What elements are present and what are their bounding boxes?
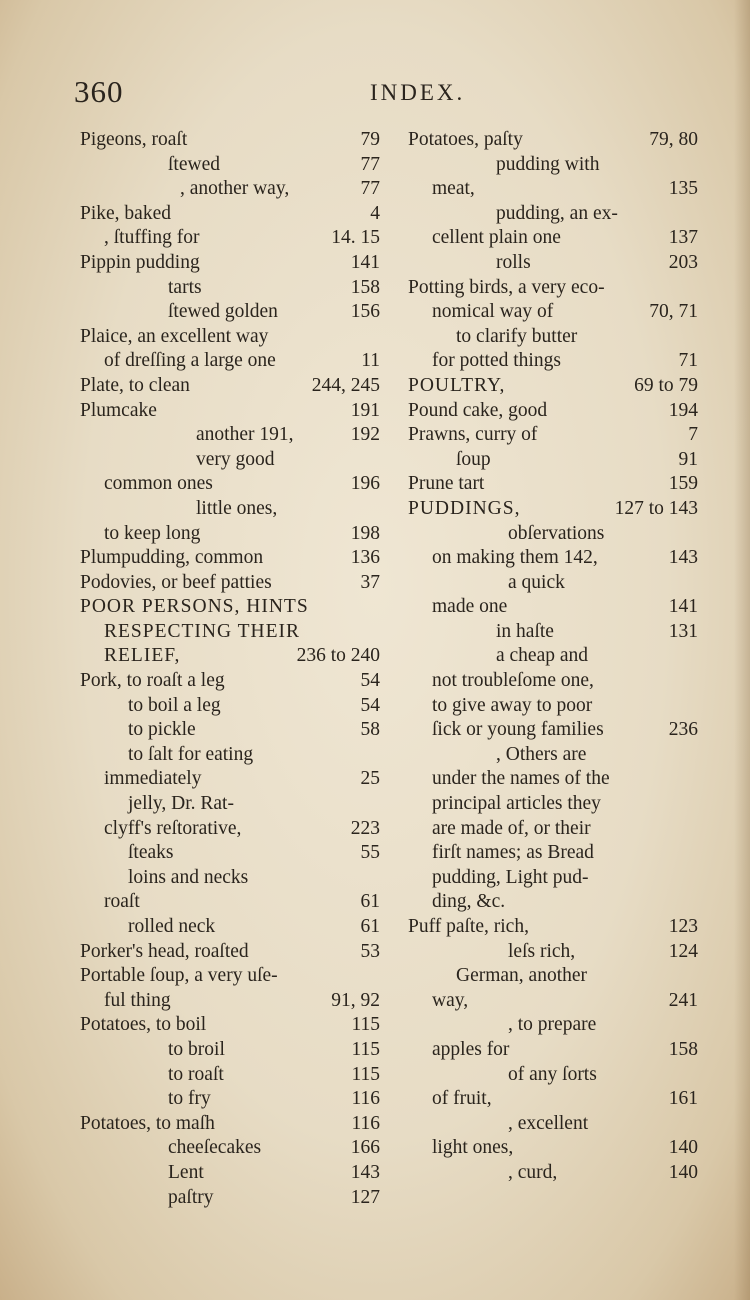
index-entry-page: 198 bbox=[350, 522, 380, 544]
index-entry-page: 136 bbox=[350, 547, 380, 569]
index-entry-page: 58 bbox=[360, 719, 380, 741]
index-entry bbox=[408, 1136, 698, 1161]
index-entry-text: Pigeons, roaſt bbox=[80, 129, 188, 150]
index-entry-text: light ones, bbox=[432, 1137, 514, 1159]
index-entry bbox=[80, 718, 380, 743]
index-entry bbox=[408, 940, 698, 965]
index-column-left bbox=[80, 128, 380, 1210]
index-entry-text: Potting birds, a very eco- bbox=[408, 276, 605, 298]
index-entry bbox=[80, 595, 380, 620]
index-entry bbox=[408, 1063, 698, 1088]
index-entry-page: 71 bbox=[678, 350, 698, 372]
index-entry bbox=[80, 276, 380, 301]
index-entry-page: 158 bbox=[668, 1038, 698, 1060]
index-entry-text: meat, bbox=[432, 178, 475, 200]
index-entry bbox=[80, 325, 380, 350]
index-entry bbox=[80, 448, 380, 473]
index-entry-text: principal articles they bbox=[432, 793, 601, 815]
index-entry-page: 53 bbox=[360, 940, 380, 962]
index-entry-text: Prawns, curry of bbox=[408, 424, 538, 446]
index-entry bbox=[80, 767, 380, 792]
index-entry-page: 77 bbox=[360, 178, 380, 200]
index-entry-text: , curd, bbox=[508, 1161, 558, 1183]
index-entry-text: cellent plain one bbox=[432, 227, 561, 249]
index-entry bbox=[80, 1186, 380, 1211]
index-entry bbox=[408, 964, 698, 989]
index-entry-page: 159 bbox=[668, 473, 698, 495]
index-entry-page: 91 bbox=[678, 448, 698, 470]
index-entry bbox=[408, 153, 698, 178]
index-entry-text: PUDDINGS, bbox=[408, 497, 521, 519]
index-entry-text: Plumpudding, common bbox=[80, 547, 264, 569]
index-entry-page: 14. 15 bbox=[331, 227, 380, 249]
index-entry bbox=[408, 669, 698, 694]
index-entry-page: 236 bbox=[668, 719, 698, 741]
index-entry-text: made one bbox=[432, 596, 508, 618]
index-column-right bbox=[408, 128, 698, 1186]
index-entry bbox=[80, 1038, 380, 1063]
index-entry bbox=[408, 497, 698, 522]
index-entry bbox=[408, 1112, 698, 1137]
index-entry bbox=[408, 595, 698, 620]
index-entry-page: 115 bbox=[351, 1014, 380, 1036]
index-entry-text: immediately bbox=[104, 768, 202, 790]
index-entry-page: 137 bbox=[668, 227, 698, 249]
index-entry bbox=[408, 915, 698, 940]
index-entry-text: rolled neck bbox=[128, 916, 216, 937]
index-entry-page: 166 bbox=[350, 1137, 380, 1159]
index-entry-text: to keep long bbox=[104, 522, 201, 544]
index-entry-text: loins and necks bbox=[128, 866, 249, 888]
index-entry-text: for potted things bbox=[432, 350, 561, 372]
index-entry-page: 194 bbox=[668, 399, 698, 421]
index-entry bbox=[80, 226, 380, 251]
index-entry bbox=[408, 571, 698, 596]
index-entry-text: to boil a leg bbox=[128, 694, 221, 716]
index-entry bbox=[408, 989, 698, 1014]
index-entry bbox=[408, 202, 698, 227]
index-entry-text: of any ſorts bbox=[508, 1063, 597, 1085]
index-entry bbox=[408, 226, 698, 251]
index-entry-text: ful thing bbox=[104, 989, 171, 1011]
index-entry bbox=[80, 472, 380, 497]
index-entry-text: to roaſt bbox=[168, 1063, 224, 1085]
index-entry-text: clyff's reſtorative, bbox=[104, 817, 242, 839]
index-entry bbox=[408, 1087, 698, 1112]
index-entry bbox=[80, 374, 380, 399]
index-entry-text: little ones, bbox=[196, 497, 278, 519]
index-entry-text: Puff paſte, rich, bbox=[408, 916, 529, 937]
index-entry-text: in haſte bbox=[496, 620, 554, 642]
index-entry-text: to clarify butter bbox=[456, 325, 578, 347]
index-entry bbox=[80, 522, 380, 547]
index-entry bbox=[80, 153, 380, 178]
index-entry-page: 4 bbox=[370, 202, 380, 224]
index-entry-text: roaſt bbox=[104, 891, 140, 913]
index-entry bbox=[80, 841, 380, 866]
index-entry-page: 223 bbox=[350, 817, 380, 839]
index-entry-text: cheeſecakes bbox=[168, 1137, 262, 1159]
index-entry bbox=[408, 325, 698, 350]
index-entry bbox=[80, 866, 380, 891]
index-entry bbox=[80, 1161, 380, 1186]
index-entry-page: 123 bbox=[668, 916, 698, 937]
index-entry-page: 69 to 79 bbox=[634, 374, 698, 396]
index-entry-text: another 191, bbox=[196, 424, 294, 446]
index-entry-page: 116 bbox=[351, 1088, 380, 1110]
index-entry-page: 79, 80 bbox=[649, 129, 698, 150]
index-entry-text: paſtry bbox=[168, 1186, 214, 1208]
index-entry bbox=[80, 1063, 380, 1088]
index-entry-text: obſervations bbox=[508, 522, 605, 544]
index-entry-page: 70, 71 bbox=[649, 301, 698, 323]
index-entry-page: 158 bbox=[350, 276, 380, 298]
index-entry-text: apples for bbox=[432, 1038, 510, 1060]
index-entry bbox=[80, 817, 380, 842]
index-entry-page: 25 bbox=[360, 768, 380, 790]
index-entry-text: very good bbox=[196, 448, 275, 470]
index-entry-text: Pound cake, good bbox=[408, 399, 548, 421]
index-entry-page: 192 bbox=[350, 424, 380, 446]
index-entry bbox=[80, 890, 380, 915]
index-entry-text: Plumcake bbox=[80, 399, 157, 421]
index-entry bbox=[80, 497, 380, 522]
index-entry-text: leſs rich, bbox=[508, 940, 576, 962]
index-entry-page: 91, 92 bbox=[331, 989, 380, 1011]
index-entry bbox=[80, 620, 380, 645]
index-entry-page: 143 bbox=[350, 1161, 380, 1183]
index-entry bbox=[408, 374, 698, 399]
index-entry bbox=[408, 1038, 698, 1063]
index-entry-text: jelly, Dr. Rat- bbox=[128, 793, 234, 815]
index-entry bbox=[408, 128, 698, 153]
index-entry-text: tarts bbox=[168, 276, 202, 298]
index-entry bbox=[80, 349, 380, 374]
index-entry bbox=[80, 300, 380, 325]
index-entry-text: rolls bbox=[496, 251, 531, 273]
index-entry-text: Pork, to roaſt a leg bbox=[80, 670, 225, 692]
index-entry-text: , ſtuffing for bbox=[104, 227, 200, 249]
index-entry bbox=[80, 423, 380, 448]
index-entry-text: Pike, baked bbox=[80, 202, 171, 224]
index-entry-text: Potatoes, to maſh bbox=[80, 1112, 215, 1134]
index-entry bbox=[408, 349, 698, 374]
page-header bbox=[74, 74, 694, 110]
index-entry-text: , another way, bbox=[180, 178, 290, 200]
index-entry bbox=[80, 571, 380, 596]
index-entry-page: 124 bbox=[668, 940, 698, 962]
index-entry-text: are made of, or their bbox=[432, 817, 591, 839]
index-entry-page: 141 bbox=[668, 596, 698, 618]
index-entry-text: on making them 142, bbox=[432, 547, 598, 569]
index-entry-page: 116 bbox=[351, 1112, 380, 1134]
index-entry bbox=[408, 817, 698, 842]
index-entry-text: POULTRY, bbox=[408, 374, 506, 396]
index-entry bbox=[408, 423, 698, 448]
index-entry-text: Podovies, or beef patties bbox=[80, 571, 272, 593]
index-entry bbox=[80, 177, 380, 202]
index-entry-text: Lent bbox=[168, 1161, 204, 1183]
index-entry bbox=[80, 202, 380, 227]
index-entry-text: , Others are bbox=[496, 743, 587, 765]
index-entry-text: Porker's head, roaſted bbox=[80, 940, 249, 962]
index-entry bbox=[80, 743, 380, 768]
index-entry bbox=[80, 128, 380, 153]
index-entry-text: pudding, Light pud- bbox=[432, 866, 589, 888]
index-entry bbox=[408, 866, 698, 891]
index-entry bbox=[408, 472, 698, 497]
index-entry bbox=[80, 964, 380, 989]
index-entry-text: way, bbox=[432, 989, 469, 1011]
index-entry bbox=[408, 694, 698, 719]
index-entry-text: RESPECTING THEIR bbox=[104, 620, 301, 642]
index-entry-text: Potatoes, paſty bbox=[408, 129, 523, 150]
index-entry-page: 143 bbox=[668, 547, 698, 569]
page-number: 360 bbox=[74, 74, 124, 109]
index-entry-text: Prune tart bbox=[408, 473, 485, 495]
index-entry-page: 131 bbox=[668, 620, 698, 642]
index-entry-page: 54 bbox=[360, 670, 380, 692]
index-entry-page: 11 bbox=[361, 350, 380, 372]
index-entry-text: pudding, an ex- bbox=[496, 202, 618, 224]
index-entry-text: under the names of the bbox=[432, 768, 610, 790]
index-entry-page: 161 bbox=[668, 1088, 698, 1110]
index-entry bbox=[408, 177, 698, 202]
index-entry-text: German, another bbox=[456, 965, 588, 987]
index-entry-page: 140 bbox=[668, 1137, 698, 1159]
index-entry bbox=[80, 1087, 380, 1112]
index-entry bbox=[408, 300, 698, 325]
index-entry-text: not troubleſome one, bbox=[432, 670, 594, 692]
index-entry-page: 135 bbox=[668, 178, 698, 200]
index-entry-text: firſt names; as Bread bbox=[432, 842, 594, 864]
index-entry-text: pudding with bbox=[496, 153, 600, 175]
index-entry bbox=[80, 669, 380, 694]
index-entry-page: 244, 245 bbox=[311, 374, 380, 396]
index-entry bbox=[408, 841, 698, 866]
index-entry-text: of dreſſing a large one bbox=[104, 350, 276, 372]
index-entry-page: 37 bbox=[360, 571, 380, 593]
index-entry-text: a cheap and bbox=[496, 645, 589, 667]
index-entry bbox=[408, 1161, 698, 1186]
index-entry-text: ſick or young families bbox=[432, 719, 604, 741]
index-entry-page: 191 bbox=[350, 399, 380, 421]
index-entry bbox=[80, 915, 380, 940]
index-entry-page: 77 bbox=[360, 153, 380, 175]
index-entry bbox=[80, 251, 380, 276]
index-entry bbox=[408, 546, 698, 571]
index-entry-text: RELIEF, bbox=[104, 645, 181, 667]
index-entry-text: ſoup bbox=[456, 448, 491, 470]
index-entry-text: Pippin pudding bbox=[80, 251, 200, 273]
index-entry-text: nomical way of bbox=[432, 301, 554, 323]
index-entry-page: 203 bbox=[668, 251, 698, 273]
running-head: INDEX. bbox=[370, 80, 466, 105]
index-entry-text: to fry bbox=[168, 1088, 211, 1110]
index-entry-page: 236 to 240 bbox=[296, 645, 380, 667]
index-entry-page: 115 bbox=[351, 1038, 380, 1060]
index-entry bbox=[80, 989, 380, 1014]
index-entry-page: 54 bbox=[360, 694, 380, 716]
index-entry-text: to broil bbox=[168, 1038, 225, 1060]
index-entry-text: ſteaks bbox=[128, 842, 174, 864]
index-entry-text: ſtewed golden bbox=[168, 301, 278, 323]
index-entry bbox=[408, 767, 698, 792]
index-entry-text: Potatoes, to boil bbox=[80, 1014, 207, 1036]
index-entry-text: Plate, to clean bbox=[80, 374, 190, 396]
index-entry-page: 79 bbox=[360, 129, 380, 150]
index-entry bbox=[408, 890, 698, 915]
index-entry-text: to pickle bbox=[128, 719, 196, 741]
index-entry-page: 140 bbox=[668, 1161, 698, 1183]
index-entry-text: to ſalt for eating bbox=[128, 743, 254, 765]
index-entry bbox=[408, 743, 698, 768]
index-entry bbox=[408, 399, 698, 424]
index-entry-page: 55 bbox=[360, 842, 380, 864]
index-entry bbox=[408, 644, 698, 669]
page-edge-shadow bbox=[734, 0, 750, 1300]
index-entry-text: to give away to poor bbox=[432, 694, 593, 716]
index-entry bbox=[80, 399, 380, 424]
index-entry-text: POOR PERSONS, HINTS bbox=[80, 596, 309, 618]
index-entry-text: Plaice, an excellent way bbox=[80, 325, 269, 347]
index-entry bbox=[80, 1136, 380, 1161]
index-entry bbox=[80, 792, 380, 817]
index-entry bbox=[408, 276, 698, 301]
index-entry-text: Portable ſoup, a very uſe- bbox=[80, 965, 278, 987]
index-entry bbox=[408, 448, 698, 473]
index-entry bbox=[80, 546, 380, 571]
index-entry bbox=[80, 694, 380, 719]
index-entry-page: 141 bbox=[350, 251, 380, 273]
index-entry-text: of fruit, bbox=[432, 1088, 492, 1110]
index-entry bbox=[408, 718, 698, 743]
index-entry bbox=[408, 1013, 698, 1038]
index-entry bbox=[80, 940, 380, 965]
index-entry bbox=[80, 1112, 380, 1137]
index-entry bbox=[408, 792, 698, 817]
index-entry-text: , to prepare bbox=[508, 1014, 597, 1036]
index-entry bbox=[408, 251, 698, 276]
index-entry-page: 115 bbox=[351, 1063, 380, 1085]
index-entry-page: 156 bbox=[350, 301, 380, 323]
index-entry-text: ſtewed bbox=[168, 153, 220, 175]
index-entry-text: common ones bbox=[104, 473, 213, 495]
index-entry-page: 241 bbox=[668, 989, 698, 1011]
index-entry bbox=[80, 1013, 380, 1038]
index-entry-page: 61 bbox=[360, 916, 380, 937]
index-entry-page: 61 bbox=[360, 891, 380, 913]
index-entry bbox=[80, 644, 380, 669]
index-entry-text: ding, &c. bbox=[432, 891, 506, 913]
index-entry-text: a quick bbox=[508, 571, 565, 593]
index-entry-page: 127 bbox=[350, 1186, 380, 1208]
index-entry-text: , excellent bbox=[508, 1112, 589, 1134]
index-entry bbox=[408, 620, 698, 645]
index-entry bbox=[408, 522, 698, 547]
index-entry-page: 127 to 143 bbox=[614, 497, 698, 519]
index-entry-page: 7 bbox=[688, 424, 698, 446]
index-entry-page: 196 bbox=[350, 473, 380, 495]
